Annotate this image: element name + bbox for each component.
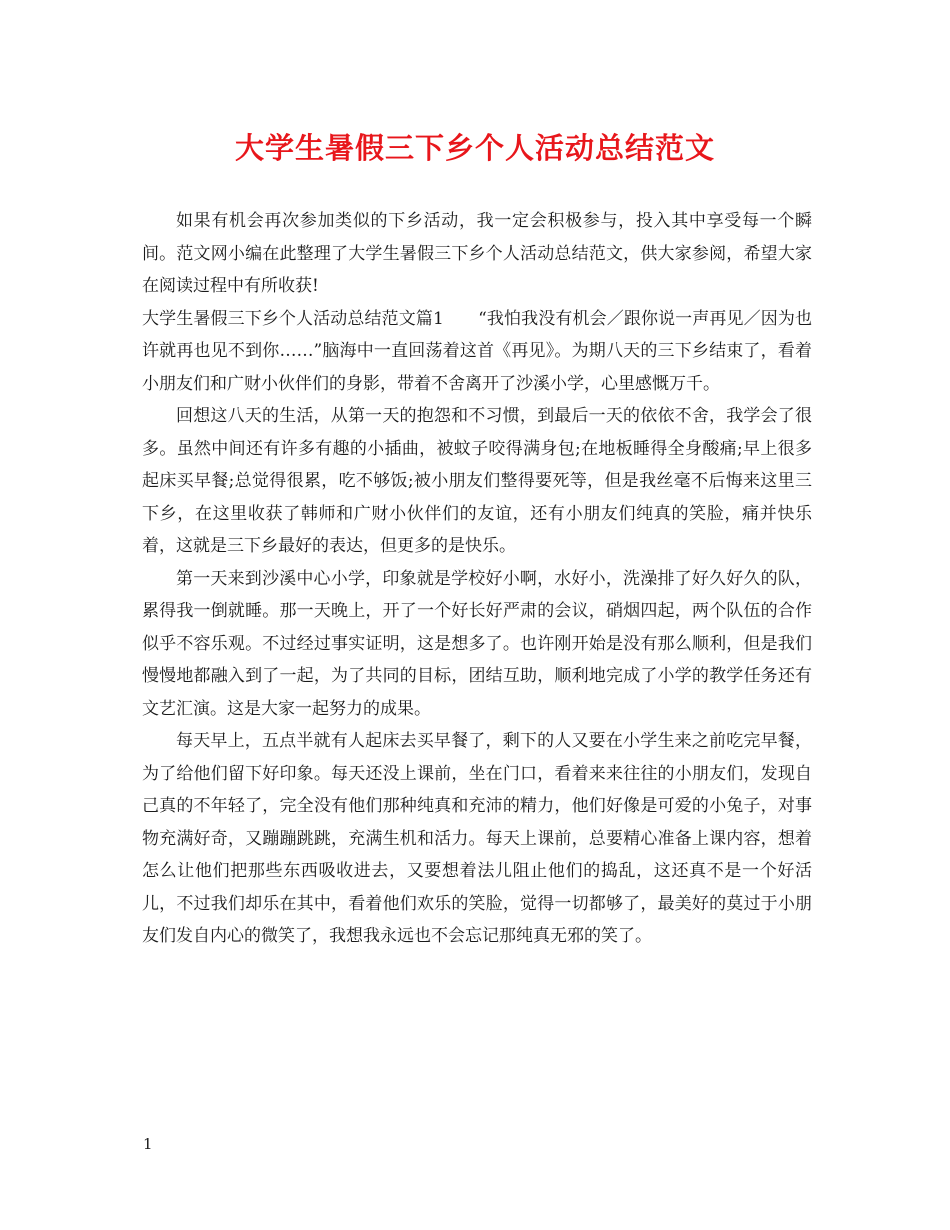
body-paragraph: 每天早上，五点半就有人起床去买早餐了，剩下的人又要在小学生来之前吃完早餐，为了给他们留下好印象。每天还没上课前，坐在门口，看着来来往往的小朋友们，发现自己真的不年轻了，完全没有他们那种纯真和充沛的精力，他们好像是可爱的小兔子，对事物充满好奇，又蹦蹦跳跳，充满生机和活力。每天上课前，总要精心准备上课内容，想着怎么让他们把那些东西吸收进去，又要想着法儿阻止他们的捣乱，这还真不是一个好活儿，不过我们却乐在其中，看着他们欢乐的笑脸，觉得一切都够了，最美好的莫过于小朋友们发自内心的微笑了，我想我永远也不会忘记那纯真无邪的笑了。 bbox=[142, 731, 812, 946]
page-number: 1 bbox=[143, 1135, 153, 1153]
body-paragraph: 第一天来到沙溪中心小学，印象就是学校好小啊，水好小，洗澡排了好久好久的队，累得我一倒就睡。那一天晚上，开了一个好长好严肃的会议，硝烟四起，两个队伍的合作似乎不容乐观。不过经过事实证明，这是想多了。也许刚开始是没有那么顺利，但是我们慢慢地都融入到了一起，为了共同的目标，团结互助，顺利地完成了小学的教学任务还有文艺汇演。这是大家一起努力的成果。 bbox=[142, 568, 812, 719]
document-title: 大学生暑假三下乡个人活动总结范文 bbox=[234, 131, 715, 165]
intro-paragraph: 如果有机会再次参加类似的下乡活动，我一定会积极参与，投入其中享受每一个瞬间。范文网小编在此整理了大学生暑假三下乡个人活动总结范文，供大家参阅，希望大家在阅读过程中有所收获! bbox=[142, 211, 812, 296]
section-heading-paragraph: 大学生暑假三下乡个人活动总结范文篇1 “我怕我没有机会／跟你说一声再见／因为也许就再也见不到你……”脑海中一直回荡着这首《再见》。为期八天的三下乡结束了，看着小朋友们和广财小伙伴们的身影，带着不舍离开了沙溪小学，心里感慨万千。 bbox=[142, 308, 812, 394]
document-body bbox=[142, 205, 812, 953]
body-paragraph: 回想这八天的生活，从第一天的抱怨和不习惯，到最后一天的依依不舍，我学会了很多。虽然中间还有许多有趣的小插曲，被蚊子咬得满身包;在地板睡得全身酸痛;早上很多起床买早餐;总觉得很累，吃不够饭;被小朋友们整得要死等，但是我丝毫不后悔来这里三下乡，在这里收获了韩师和广财小伙伴们的友谊，还有小朋友们纯真的笑脸，痛并快乐着，这就是三下乡最好的表达，但更多的是快乐。 bbox=[142, 406, 812, 556]
